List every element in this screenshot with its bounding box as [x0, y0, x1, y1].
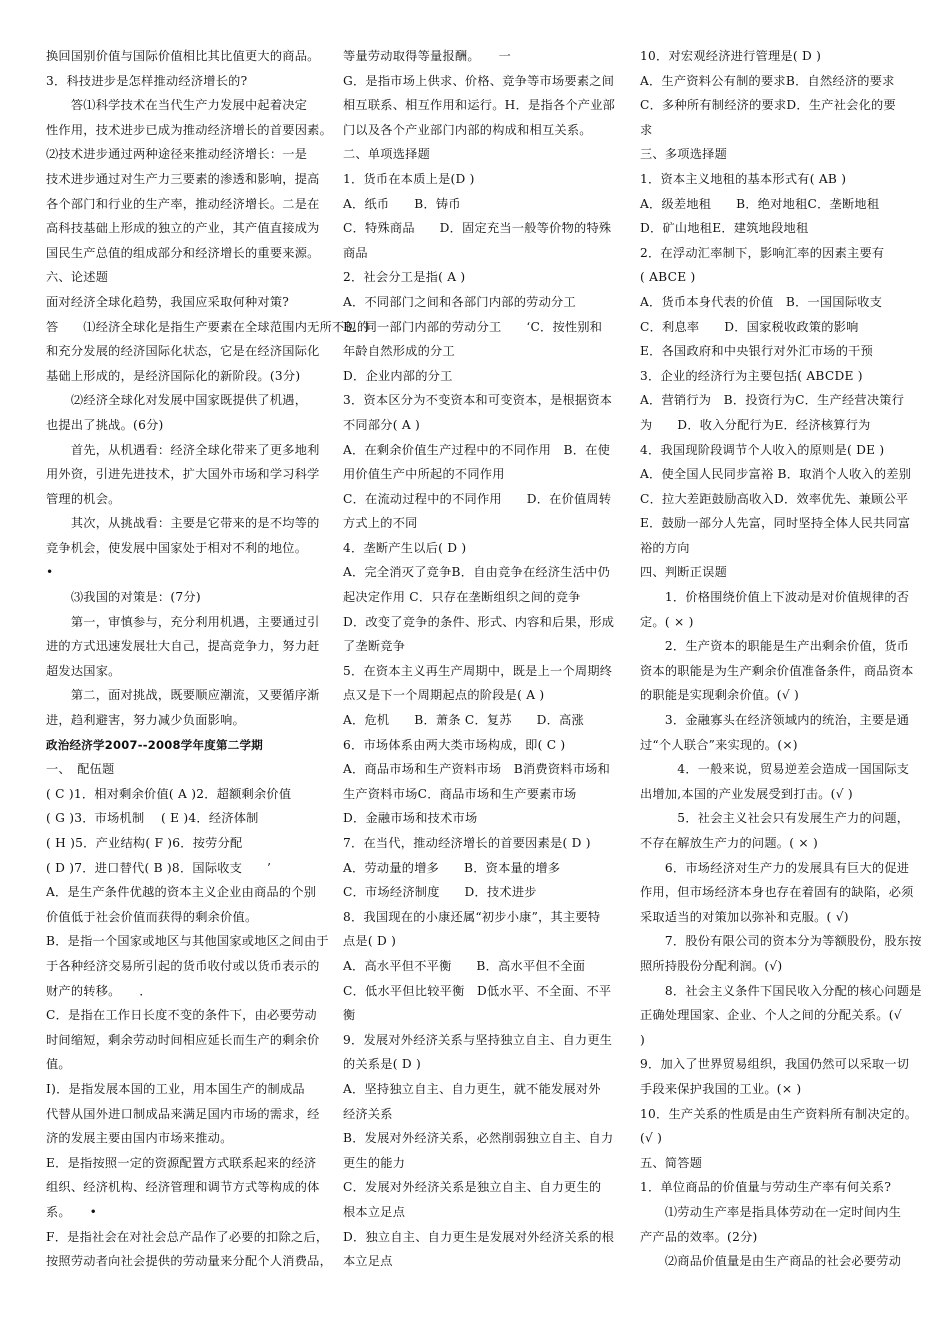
text-line: 竞争机会，使发展中国家处于相对不利的地位。 — [46, 540, 308, 555]
text-line: 本立足点 — [343, 1254, 393, 1269]
text-line: C．特殊商品 D．固定充当一般等价物的特殊 — [343, 221, 612, 236]
text-line: (√ ) — [640, 1131, 663, 1146]
text-line: 8．我国现在的小康还属“初步小康”，其主要特 — [343, 909, 601, 924]
text-line: 6．市场经济对生产力的发展具有巨大的促进 — [640, 860, 910, 875]
text-column-3 — [640, 44, 922, 1274]
text-line: E．鼓励一部分人先富，同时坚持全体人民共同富 — [640, 516, 911, 531]
text-line: C．在流动过程中的不同作用 D．在价值周转 — [343, 491, 612, 506]
text-line: A．不同部门之间和各部门内部的劳动分工 — [343, 294, 576, 309]
text-line: ⑵商品价值量是由生产商品的社会必要劳动 — [640, 1254, 902, 1269]
text-line: 4．一般来说，贸易逆差会造成一国国际支 — [640, 762, 910, 777]
text-line: C．利息率 D．国家税收政策的影响 — [640, 319, 859, 334]
text-line: 和充分发展的经济国际化状态，它是在经济国际化 — [46, 344, 320, 359]
text-line: 三、多项选择题 — [640, 147, 728, 162]
text-line: 不存在解放生产力的问题。( × ) — [640, 836, 818, 850]
text-line: • — [46, 565, 54, 580]
text-line: ⑵经济全球化对发展中国家既提供了机遇， — [46, 393, 308, 408]
text-line: C．发展对外经济关系是独立自主、自力更生的 — [343, 1180, 602, 1195]
text-line: 济的发展主要由国内市场来推动。 — [46, 1131, 233, 1146]
text-line: D．矿山地租E．建筑地段地租 — [640, 221, 809, 236]
text-line: 六、论述题 — [46, 270, 109, 285]
text-line: ) — [640, 1032, 646, 1047]
text-line: A．货币本身代表的价值 B．一国国际收支 — [640, 294, 883, 309]
text-line: 相互联系、相互作用和运行。H．是指各个产业部 — [343, 98, 616, 113]
text-line: A．生产资料公有制的要求B．自然经济的要求 — [640, 73, 895, 88]
text-line: 3．资本区分为不变资本和可变资本，是根据资本 — [343, 393, 613, 408]
text-line: 5．社会主义社会只有发展生产力的问题， — [640, 811, 910, 826]
text-line: 等量劳动取得等量报酬。 一 — [343, 49, 512, 63]
text-line: 8．社会主义条件下国民收入分配的核心问题是 — [640, 983, 922, 998]
text-line: 一、 配伍题 — [46, 762, 115, 777]
text-line: 裕的方向 — [640, 540, 690, 555]
text-line: 组织、经济机构、经济管理和调节方式等构成的体 — [46, 1180, 320, 1195]
text-line: 过“个人联合”来实现的。(×) — [640, 737, 798, 752]
text-line: F．是指社会在对社会总产品作了必要的扣除之后， — [46, 1229, 329, 1244]
text-line: 出增加,本国的产业发展受到打击。(√ ) — [640, 786, 853, 801]
text-line: 时间缩短，剩余劳动时间相应延长而生产的剩余价 — [46, 1032, 320, 1047]
text-line: 二、单项选择题 — [343, 147, 431, 162]
text-line: 按照劳动者向社会提供的劳动量来分配个人消费品， — [46, 1254, 333, 1269]
text-line: 商品 — [343, 245, 368, 260]
text-line: D．独立自主、自力更生是发展对外经济关系的根 — [343, 1229, 615, 1244]
text-line: A．纸币 B．铸币 — [343, 196, 461, 211]
text-line: 的关系是( D ) — [343, 1057, 422, 1072]
text-line: 起决定作用 C．只存在垄断组织之间的竞争 — [343, 590, 581, 605]
text-line: 国民生产总值的组成部分和经济增长的重要来源。 — [46, 245, 320, 260]
text-line: 用外资，引进先进技术，扩大国外市场和学习科学 — [46, 467, 320, 482]
text-line: E．是指按照一定的资源配置方式联系起来的经济 — [46, 1155, 317, 1170]
text-line: 值。 — [46, 1057, 71, 1072]
text-line: 作用，但市场经济本身也存在着固有的缺陷，必须 — [640, 885, 914, 900]
text-line: A．高水平但不平衡 B．高水平但不全面 — [343, 958, 586, 973]
text-line: 4．垄断产生以后( D ) — [343, 540, 467, 555]
text-line: A．劳动量的增多 B．资本量的增多 — [343, 860, 561, 875]
text-line: 也提出了挑战。(6分) — [46, 417, 164, 432]
text-line: 财产的转移。 ． — [46, 983, 152, 998]
text-line: D．改变了竞争的条件、形式、内容和后果，形成 — [343, 614, 615, 629]
text-line: D．金融市场和技术市场 — [343, 811, 478, 826]
text-line: ( D )7．进口替代( B )8．国际收支 ’ — [46, 860, 272, 875]
text-line: 根本立足点 — [343, 1204, 406, 1219]
text-line: 5．在资本主义再生产周期中，既是上一个周期终 — [343, 663, 613, 678]
text-line: A．在剩余价值生产过程中的不同作用 B．在使 — [343, 442, 611, 457]
text-line: 系。 • — [46, 1204, 98, 1219]
text-line: 第一，审慎参与，充分利用机遇，主要通过引 — [46, 614, 320, 629]
text-line: D．企业内部的分工 — [343, 368, 453, 383]
text-line: 2．在浮动汇率制下，影响汇率的因素主要有 — [640, 245, 885, 260]
text-line: 超发达国家。 — [46, 663, 121, 678]
text-line: 四、判断正误题 — [640, 565, 728, 580]
text-line: 高科技基础上形成的独立的产业，其产值直接成为 — [46, 221, 320, 236]
text-line: E．各国政府和中央银行对外汇市场的干预 — [640, 344, 874, 359]
text-line: 换回国别价值与国际价值相比其比值更大的商品。 — [46, 49, 320, 63]
text-line: 正确处理国家、企业、个人之间的分配关系。(√ — [640, 1008, 902, 1023]
text-line: 进，趋利避害，努力减少负面影响。 — [46, 713, 245, 728]
text-line: 进的方式迅速发展壮大自己，提高竞争力，努力赶 — [46, 639, 320, 654]
text-line: 10．生产关系的性质是由生产资料所有制决定的。 — [640, 1106, 918, 1121]
text-line: 1．资本主义地租的基本形式有( AB ) — [640, 171, 847, 186]
text-line: ⑶我国的对策是：(7分) — [46, 590, 201, 605]
text-line: 答⑴科学技术在当代生产力发展中起着决定 — [46, 98, 308, 113]
text-line: 9．发展对外经济关系与坚持独立自主、自力更生 — [343, 1032, 613, 1047]
text-line: 价值低于社会价值而获得的剩余价值。 — [46, 909, 258, 924]
text-line: 4．我国现阶段调节个人收入的原则是( DE ) — [640, 442, 885, 457]
text-line: 性作用，技术进步已成为推动经济增长的首要因素。 — [46, 122, 333, 137]
text-line: C．是指在工作日长度不变的条件下，由必要劳动 — [46, 1008, 317, 1023]
text-line: 答 ⑴经济全球化是指生产要素在全球范围内无所不包的 — [46, 319, 370, 334]
text-line: 基础上形成的，是经济国际化的新阶段。(3分) — [46, 368, 301, 383]
text-line: 方式上的不同 — [343, 516, 418, 531]
text-line: 代替从国外进口制成品来满足国内市场的需求，经 — [46, 1106, 320, 1121]
text-line: 为 D．收入分配行为E．经济核算行为 — [640, 417, 871, 432]
text-line: 2．生产资本的职能是生产出剩余价值，货币 — [640, 639, 910, 654]
text-line: 衡 — [343, 1008, 356, 1023]
text-line: 年龄自然形成的分工 — [343, 344, 455, 359]
text-line: ( G )3．市场机制 ( E )4．经济体制 — [46, 811, 259, 826]
text-line: 资本的职能是为生产剩余价值准备条件，商品资本 — [640, 663, 914, 678]
text-line: 照所持股份分配利润。(√) — [640, 958, 783, 973]
text-line: 的职能是实现剩余价值。(√ ) — [640, 688, 799, 703]
text-line: 其次，从挑战看：主要是它带来的是不均等的 — [46, 516, 320, 531]
text-line: A．坚持独立自主、自力更生，就不能发展对外 — [343, 1081, 601, 1096]
text-line: 第二，面对挑战，既要顺应潮流，又要循序渐 — [46, 688, 320, 703]
text-line: 点又是下一个周期起点的阶段是( A ) — [343, 688, 545, 703]
text-line: 3．金融寡头在经济领域内的统治，主要是通 — [640, 713, 910, 728]
text-line: I)．是指发展本国的工业，用本国生产的制成品 — [46, 1081, 305, 1096]
text-line: C．多种所有制经济的要求D．生产社会化的要 — [640, 98, 896, 113]
text-line: 产产品的效率。(2分) — [640, 1229, 758, 1244]
text-line: 政治经济学2007--2008学年度第二学期 — [46, 737, 264, 752]
text-line: 手段来保护我国的工业。(× ) — [640, 1081, 802, 1096]
text-line: 6．市场体系由两大类市场构成，即( C ) — [343, 737, 566, 752]
text-line: 9．加入了世界贸易组织，我国仍然可以采取一切 — [640, 1057, 910, 1072]
text-line: 经济关系 — [343, 1106, 393, 1121]
text-line: A．危机 B．萧条 C．复苏 D．高涨 — [343, 713, 584, 728]
text-line: ( C )1．相对剩余价值( A )2．超额剩余价值 — [46, 786, 292, 801]
text-line: 7．在当代，推动经济增长的首要因素是( D ) — [343, 836, 591, 850]
text-line: A．营销行为 B．投资行为C．生产经营决策行 — [640, 393, 905, 408]
text-line: 各个部门和行业的生产率，推动经济增长。二是在 — [46, 196, 320, 211]
text-line: G．是指市场上供求、价格、竞争等市场要素之间 — [343, 73, 615, 88]
text-line: C．市场经济制度 D．技术进步 — [343, 885, 537, 900]
text-line: 2．社会分工是指( A ) — [343, 270, 466, 285]
text-line: 首先，从机遇看：经济全球化带来了更多地利 — [46, 442, 320, 457]
text-line: 管理的机会。 — [46, 491, 121, 506]
text-line: 7．股份有限公司的资本分为等额股份，股东按 — [640, 934, 922, 949]
text-line: B．同一部门内部的劳动分工 ‘C．按性别和 — [343, 319, 603, 334]
text-line: 1．单位商品的价值量与劳动生产率有何关系? — [640, 1180, 892, 1195]
text-line: 采取适当的对策加以弥补和克服。( √) — [640, 909, 849, 924]
text-line: 面对经济全球化趋势，我国应采取何种对策? — [46, 294, 290, 309]
text-line: 3．科技进步是怎样推动经济增长的? — [46, 73, 248, 88]
text-line: 了垄断竞争 — [343, 639, 406, 654]
text-line: A．完全消灭了竞争B．自由竞争在经济生活中仍 — [343, 565, 611, 580]
text-line: ⑴劳动生产率是指具体劳动在一定时间内生 — [640, 1204, 902, 1219]
text-line: 更生的能力 — [343, 1155, 406, 1170]
text-line: ( ABCE ) — [640, 270, 696, 285]
text-line: C．拉大差距鼓励高收入D．效率优先、兼顾公平 — [640, 491, 909, 506]
text-line: 生产资料市场C．商品市场和生产要素市场 — [343, 786, 577, 801]
text-line: 1．价格围绕价值上下波动是对价值规律的否 — [640, 590, 910, 605]
text-line: 定。( × ) — [640, 614, 694, 629]
text-line: ( H )5．产业结构( F )6．按劳分配 — [46, 836, 243, 850]
text-line: ⑵技术进步通过两种途径来推动经济增长：一是 — [46, 147, 308, 162]
text-line: 10．对宏观经济进行管理是( D ) — [640, 49, 822, 63]
text-line: 点是( D ) — [343, 934, 397, 949]
text-line: 1．货币在本质上是(D ) — [343, 171, 475, 186]
text-line: A．使全国人民同步富裕 B．取消个人收入的差别 — [640, 467, 912, 482]
text-line: A．是生产条件优越的资本主义企业由商品的个别 — [46, 885, 317, 900]
text-line: 技术进步通过对生产力三要素的渗透和影响，提高 — [46, 171, 320, 186]
text-line: 用价值生产中所起的不同作用 — [343, 467, 505, 482]
text-line: 3．企业的经济行为主要包括( ABCDE ) — [640, 368, 863, 383]
text-line: 不同部分( A ) — [343, 417, 421, 432]
text-line: 求 — [640, 122, 653, 137]
text-line: 于各种经济交易所引起的货币收付或以货币表示的 — [46, 958, 320, 973]
text-line: 五、简答题 — [640, 1155, 703, 1170]
text-line: 门以及各个产业部门内部的构成和相互关系。 — [343, 122, 592, 137]
text-line: A．级差地租 B．绝对地租C．垄断地租 — [640, 196, 880, 211]
text-line: B．发展对外经济关系，必然削弱独立自主、自力 — [343, 1131, 614, 1146]
text-column-2 — [343, 44, 625, 1274]
text-line: C．低水平但比较平衡 D低水平、不全面、不平 — [343, 983, 612, 998]
text-line: A．商品市场和生产资料市场 B消费资料市场和 — [343, 762, 611, 777]
text-line: B．是指一个国家或地区与其他国家或地区之间由于 — [46, 934, 329, 949]
